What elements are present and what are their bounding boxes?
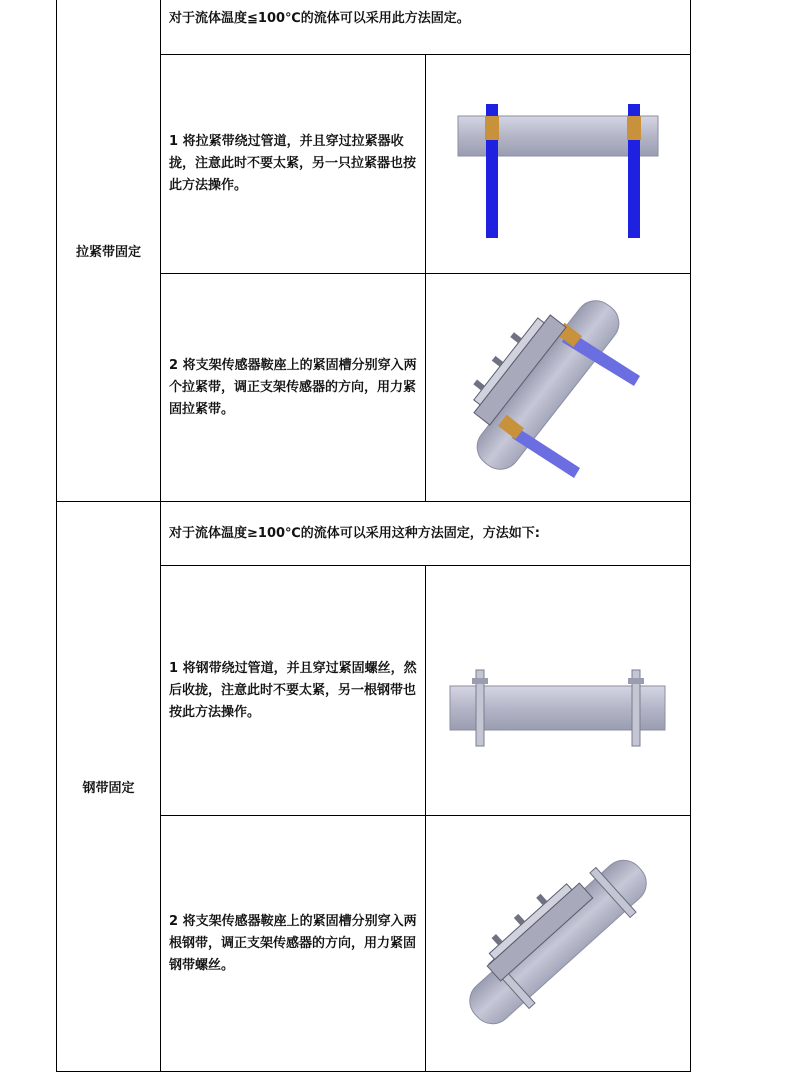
- section-intro-steel-band: 对于流体温度≥100℃的流体可以采用这种方法固定，方法如下:: [169, 525, 540, 541]
- steel-band-pipe-illustration: [440, 640, 675, 750]
- section-intro-tension-strap: 对于流体温度≦100℃的流体可以采用此方法固定。: [169, 11, 470, 26]
- step-text-steel-1: 1 将钢带绕过管道，并且穿过紧固螺丝，然后收拢，注意此时不要太紧，另一根钢带也按此方法操作。: [169, 660, 417, 720]
- step-text-tension-2: 2 将支架传感器鞍座上的紧固槽分别穿入两个拉紧带，调正支架传感器的方向，用力紧固拉紧带。: [169, 357, 417, 417]
- section-label-tension-strap: 拉紧带固定: [75, 245, 141, 260]
- image-column-divider-1: [425, 54, 426, 501]
- step-text-steel-2: 2 将支架传感器鞍座上的紧固槽分别穿入两根钢带，调正支架传感器的方向，用力紧固钢带螺丝。: [169, 913, 417, 973]
- section-label-steel-band: 钢带固定: [82, 781, 135, 796]
- steel-band-sensor-illustration: [440, 840, 675, 1050]
- tension-strap-sensor-illustration: [440, 280, 675, 495]
- table-right-border: [690, 0, 691, 1072]
- image-column-divider-2: [425, 565, 426, 1072]
- table-bottom-border: [56, 1071, 691, 1072]
- step-text-tension-1: 1 将拉紧带绕过管道，并且穿过拉紧器收拢，注意此时不要太紧，另一只拉紧器也按此方法操作。: [169, 134, 417, 193]
- tension-strap-pipe-illustration: [440, 60, 675, 265]
